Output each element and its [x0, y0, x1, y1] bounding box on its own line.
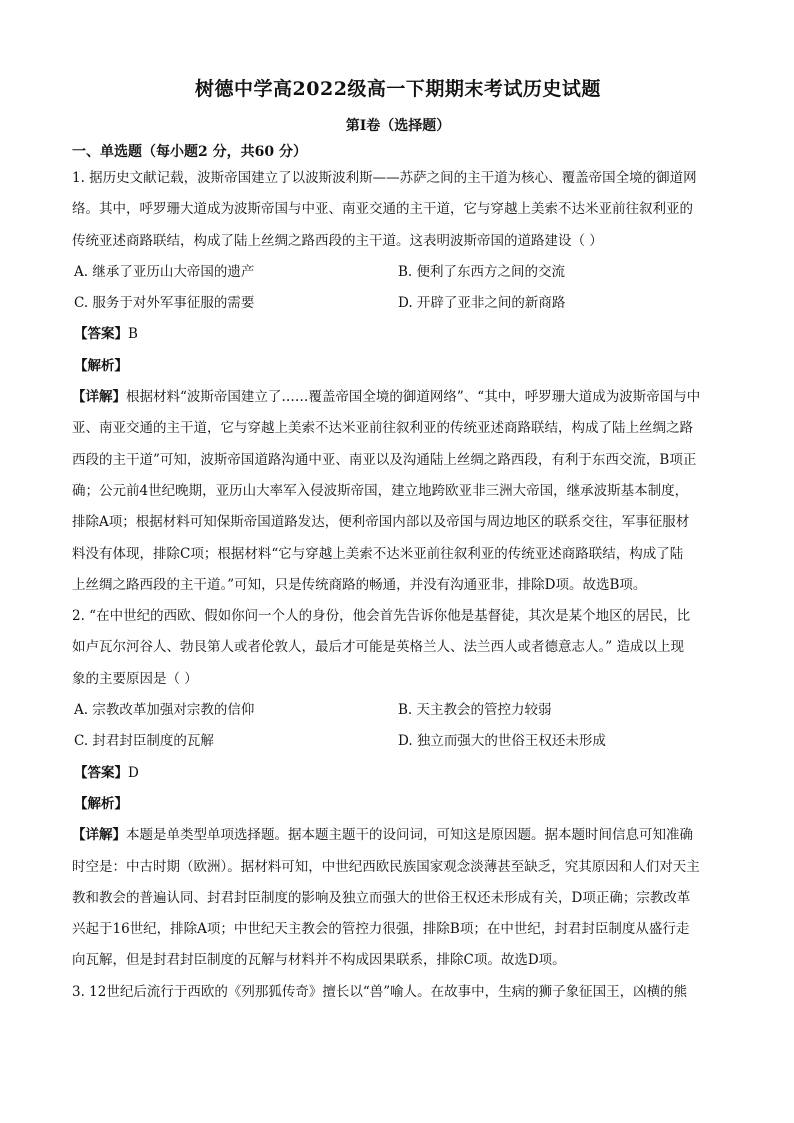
answer-value: D: [128, 764, 139, 781]
section-heading: 一、单选题（每小题2 分，共60 分）: [72, 144, 307, 160]
detail-line: 排除A项；根据材料可知保斯帝国道路发达，便利帝国内部以及帝国与周边地区的联系交往，军事征服材: [72, 514, 690, 531]
question-stem-line: 象的主要原因是（ ）: [72, 670, 198, 687]
options-row: [72, 695, 724, 726]
question-stem-line: 如卢瓦尔河谷人、勃艮第人或者伦敦人，最后才可能是英格兰人、法兰西人或者德意志人。” 造成以上现: [72, 639, 684, 656]
detail-text: 根据材料“波斯帝国建立了……覆盖帝国全境的御道网络”、“其中，呼罗珊大道成为波斯帝国与中: [126, 389, 701, 406]
question-stem-line: 传统亚述商路联结，构成了陆上丝绸之路西段的主干道。这表明波斯帝国的道路建设（ ）: [72, 232, 603, 249]
detail-line: 时空是：中古时期（欧洲）。据材料可知，中世纪西欧民族国家观念淡薄甚至缺乏，究其原因和人们对天主: [72, 858, 700, 875]
option-b: B. 天主教会的管控力较弱: [398, 702, 552, 719]
options-row: [72, 726, 724, 757]
analysis-label: 【解析】: [74, 357, 128, 374]
detail-label: 【详解】: [72, 389, 126, 406]
option-d: D. 开辟了亚非之间的新商路: [398, 295, 566, 312]
detail-line: 兴起于16世纪，排除A项；中世纪天主教会的管控力很强，排除B项；在中世纪，封君封臣制度从盛行走: [72, 921, 690, 938]
option-a: A. 继承了亚历山大帝国的遗产: [74, 263, 255, 280]
page-title: 树德中学高2022级高一下期期末考试历史试题: [195, 78, 601, 100]
option-c: C. 封君封臣制度的瓦解: [74, 733, 214, 750]
answer-label: 【答案】: [74, 326, 128, 343]
option-b: B. 便利了东西方之间的交流: [398, 263, 566, 280]
detail-line: 西段的主干道”可知，波斯帝国道路沟通中亚、南亚以及沟通陆上丝绸之路西段，有利于东西交流，B项正: [72, 451, 697, 468]
detail-line: 亚、南亚交通的主干道，它与穿越上美索不达米亚前往叙利亚的传统亚述商路联结，构成了陆上丝绸之路: [72, 420, 693, 437]
answer-value: B: [128, 326, 138, 343]
answer-line: [72, 758, 724, 789]
options-row: [72, 288, 724, 319]
question-stem-line: 络。其中，呼罗珊大道成为波斯帝国与中亚、南亚交通的主干道，它与穿越上美索不达米亚前往叙利亚的: [72, 201, 693, 218]
question-stem-line: 1. 据历史文献记载，波斯帝国建立了以波斯波利斯——苏萨之间的主干道为核心、覆盖帝国全境的御道网: [72, 170, 697, 186]
detail-line: [72, 820, 724, 851]
question-2: [72, 601, 724, 977]
detail-line: 料没有体现，排除C项；根据材料“它与穿越上美索不达米亚前往叙利亚的传统亚述商路联结，构成了陆: [72, 545, 684, 562]
question-1: [72, 163, 724, 601]
option-a: A. 宗教改革加强对宗教的信仰: [74, 702, 255, 719]
detail-text: 本题是单类型单项选择题。据本题主题干的设问词，可知这是原因题。据本题时间信息可知准确: [126, 827, 693, 844]
detail-line: [72, 382, 724, 413]
detail-line: 确；公元前4世纪晚期，亚历山大率军入侵波斯帝国，建立地跨欧亚非三洲大帝国，继承波斯基本制度，: [72, 482, 689, 499]
answer-line: [72, 319, 724, 350]
volume-title: 第Ⅰ卷（选择题）: [345, 118, 451, 134]
question-stem-line: 2. “在中世纪的西欧、假如你问一个人的身份，他会首先告诉你他是基督徒，其次是某个地区的居民，比: [72, 608, 691, 625]
option-d: D. 独立而强大的世俗王权还未形成: [398, 733, 606, 750]
detail-line: 教和教会的普遍认同、封君封臣制度的影响及独立而强大的世俗王权还未形成有关，D项正确；宗教改革: [72, 889, 691, 906]
detail-line: 上丝绸之路西段的主干道。”可知，只是传统商路的畅通，并没有沟通亚非，排除D项。故选B项。: [72, 576, 647, 593]
detail-line: 向瓦解，但是封君封臣制度的瓦解与材料并不构成因果联系，排除C项。故选D项。: [72, 952, 566, 969]
question-stem-line: 3. 12世纪后流行于西欧的《列那狐传奇》擅长以“兽”喻人。在故事中，生病的狮子象征国王，凶横的熊: [72, 983, 688, 1000]
detail-label: 【详解】: [72, 827, 126, 844]
question-3: [72, 977, 724, 1008]
option-c: C. 服务于对外军事征服的需要: [74, 295, 255, 312]
analysis-label: 【解析】: [74, 795, 128, 812]
answer-label: 【答案】: [74, 764, 128, 781]
options-row: [72, 257, 724, 288]
